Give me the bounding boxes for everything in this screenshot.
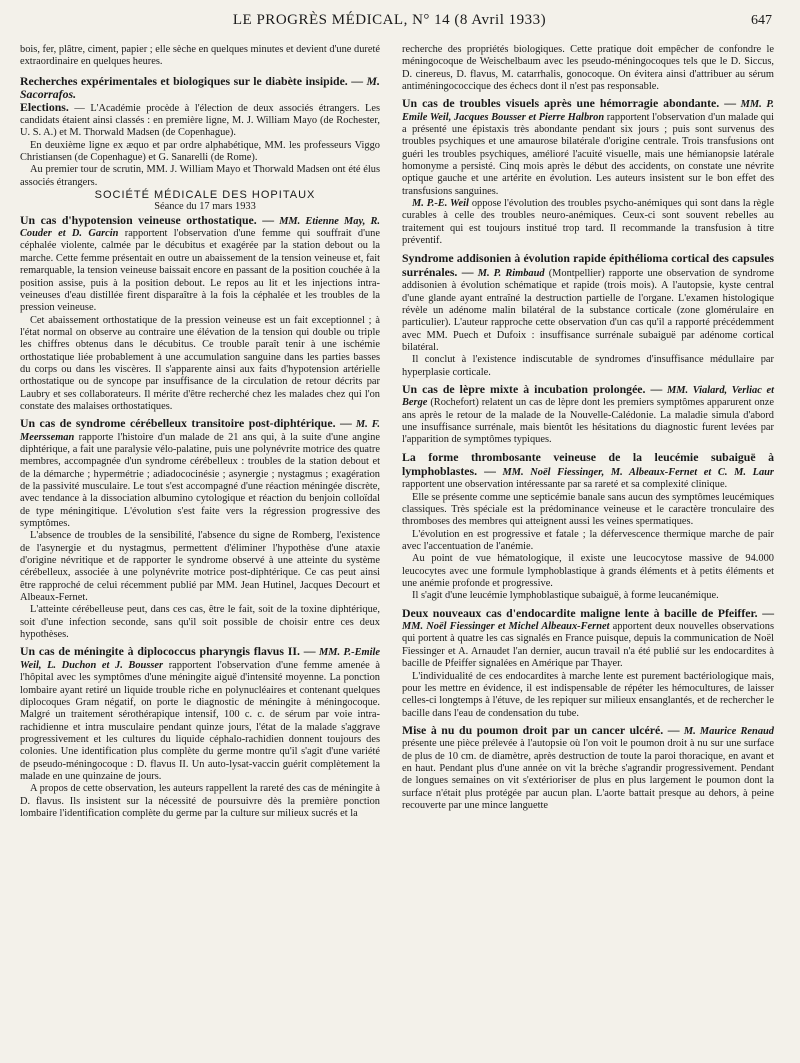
article: Un cas de lèpre mixte à incubation prolongée. — MM. Vialard, Verliac et Berge (Rochefort) relatent un cas de lèpre dont les premiers symptômes apparurent onze ans après le retour de la malade de la Nouvelle-Calédonie. La maladie simula d'abord une insuffisance surrénale, mais bientôt les hésitations du diagnostic furent levées par l'apparition de symptômes typiques.: [402, 381, 774, 446]
paragraph: M. P.-E. Weil oppose l'évolution des troubles psycho-anémiques qui sont dans la règle curables à celle des troubles neuro-anémiques. Ceux-ci sont souvent rebelles au traitement qui est toujours institué trop tard. Il recommande la transfusion à titre préventif.: [402, 198, 774, 247]
paragraph: Il conclut à l'existence indiscutable de syndromes d'insuffisance médullaire par hyperplasie corticale.: [402, 354, 774, 378]
paragraph: L'évolution en est progressive et fatale ; la défervescence thermique marche de pair avec l'accentuation de l'anémie.: [402, 528, 774, 553]
paragraph: Elections. — L'Académie procède à l'élection de deux associés étrangers. Les candidats étaient ainsi classés : en première ligne, M. J. William Mayo (de Rochester, U. S. A.) et M. Thorwald Madsen (de Copenhague).: [20, 99, 380, 139]
article: Deux nouveaux cas d'endocardite maligne lente à bacille de Pfeiffer. — MM. Noël Fiessinger et Michel Albeaux-Fernet apportent deux nouvelles observations qui portent à quatre les cas signalés en France puisque, depuis la communication de Noël Fiessinger et A. Arnaudet l'an dernier, aucun travail n'a été publié sur les endocardites à bacille de Pfeiffer signalées en Amérique par Thayer.: [402, 605, 774, 670]
paragraph: Au premier tour de scrutin, MM. J. William Mayo et Thorwald Madsen ont été élus associés étrangers.: [20, 164, 380, 188]
paragraph: En deuxième ligne ex æquo et par ordre alphabétique, MM. les professeurs Viggo Christiansen (de Copenhague) et G. Sanarelli (de Rome).: [20, 139, 380, 164]
paragraph: Il s'agit d'une leucémie lymphoblastique subaiguë, à forme leucanémique.: [412, 590, 719, 602]
paragraph: L'absence de troubles de la sensibilité, l'absence du signe de Romberg, l'existence de l'asynergie et du nystagmus, permettent d'éliminer l'hypothèse d'une ataxie d'origine névritique et de rapporter le syndrome observé à une atteinte du système cérébelleux, associée à une polynévrite motrice post-diphtérique. Ce cas peut ainsi être rapproché de celui récemment publié par MM. Jean Hutinel, Jacques Decourt et Albeaux-Fernet.: [20, 530, 380, 604]
paragraph: A propos de cette observation, les auteurs rappellent la rareté des cas de méningite à D. flavus. Ils insistent sur la nécessité de poursuivre dès la première ponction lombaire l'identification complète du germe par la culture sur milieux sucrés et la: [20, 783, 380, 819]
journal-title: LE PROGRÈS MÉDICAL, N° 14 (8 Avril 1933): [232, 12, 547, 28]
paragraph: L'individualité de ces endocardites à marche lente est purement bactériologique mais, pour les mettre en évidence, il est indispensable de répéter les hémocultures, de laisser celles-ci longtemps à l'étuve, de les repiquer sur milieux ensanglantés, et de rechercher le bacille dans l'eau de condensation du tube.: [402, 670, 774, 719]
article-heading: Recherches expérimentales et biologiques sur le diabète insipide. — M. Sacorrafos.: [20, 73, 380, 101]
article: Un cas d'hypotension veineuse orthostatique. — MM. Etienne May, R. Couder et D. Garcin rapportent l'observation d'une femme qui souffrait d'une céphalée violente, calmée par le décubitus et exagérée par la station debout ou la marche. Cette femme présentait en outre un abaissement de la tension veineuse et, fait remarquable, la tension veineuse baissait encore en passant de la position couchée à la position assise, puis à la position debout. Le repos au lit et les injections intra-veineuses d'eau distillée firent disparaître à la fois la céphalée et les troubles de la pression veineuse.: [20, 212, 381, 314]
paragraph: L'atteinte cérébelleuse peut, dans ces cas, être le fait, soit de la toxine diphtérique, soit d'une infection seconde, sans qu'il soit possible de choisir entre ces deux hypothèses.: [20, 604, 380, 641]
article: La forme thrombosante veineuse de la leucémie subaiguë à lymphoblastes. — MM. Noël Fiessinger, M. Albeaux-Fernet et C. M. Laur rapportent une observation intéressante par sa rareté et sa complexité clinique.: [402, 449, 774, 491]
session-date: Séance du 17 mars 1933: [154, 201, 256, 213]
paragraph: Elle se présente comme une septicémie banale sans aucun des symptômes leucémiques classiques. Très spéciale est la prédominance veineuse et le caractère tronculaire des thromboses des membres qui atteignent aussi les veines spermatiques.: [402, 491, 774, 528]
article: Un cas de syndrome cérébelleux transitoire post-diphtérique. — M. F. Meersseman rapporte l'histoire d'un malade de 21 ans qui, à la suite d'une angine diphtérique, a fait une paralysie vélo-palatine, puis une polynévrite motrice des quatre membres, accompagnée d'un syndrome cérébelleux : troubles de la station debout et de la démarche ; hypermétrie ; adiadococinésie ; asynergie ; nystagmus ; exagération de la passivité musculaire. Le tout s'est accompagné d'une réaction méningée discrète, avec tendance à la dissociation albumino cytologique et réaction du benjoin colloïdal de type méningitique. L'évolution s'est faite vers la régression progressive des symptômes.: [20, 416, 380, 530]
section-title: SOCIÉTÉ MÉDICALE DES HOPITAUX: [94, 189, 316, 202]
left-column: [20, 44, 380, 820]
paragraph: bois, fer, plâtre, ciment, papier ; elle sèche en quelques minutes et devient d'une dureté extraordinaire en quelques heures.: [20, 44, 380, 68]
page-number: 647: [751, 13, 772, 28]
page-header: [28, 12, 772, 34]
paragraph: Cet abaissement orthostatique de la pression veineuse est un fait exceptionnel ; à l'état normal on observe au contraire une élévation de la tension qui double ou triple les chiffres obtenus dans le décubitus. Ce trouble paraît tenir à une ischémie orthostatique liée probablement à une accumulation sanguine dans les parties basses du corps ou dans les viscères. Il s'apparente ainsi aux faits d'hypotension artérielle orthostatique ou de syncope par insuffisance de la circulation de retour décrits par Laubry et ses collaborateurs. Il mérite d'être recherché chez les malades chez qui l'on constate des malaises orthostatiques.: [20, 314, 380, 412]
article: Syndrome addisonien à évolution rapide épithélioma cortical des capsules surrénales. — M. P. Rimbaud (Montpellier) rapporte une observation de syndrome addisonien à évolution schématique et rapide (trois mois). A l'autopsie, kyste central d'une glande ayant entraîné la destruction partielle de l'organe. L'examen histologique révèle un adénome malin bilatéral de la substance corticale (zone glomérulaire en particulier). L'auteur rapproche cette observation d'un cas qu'il a rapporté précédemment avec MM. Puech et Dufoix : insuffisance surrénale subaiguë par adénome cortical bilatéral.: [402, 250, 774, 353]
right-column: [402, 44, 774, 812]
paragraph: recherche des propriétés biologiques. Cette pratique doit empêcher de confondre le méningocoque de Weischelbaum avec les pseudo-méningocoques tels que le D. Siccus, D. cinereus, D. flavus, M. catarrhalis, gonocoque. On évitera ainsi d'attribuer au sérum antiméningococcique des échecs dont il n'est pas responsable.: [402, 44, 774, 93]
paragraph: Au point de vue hématologique, il existe une leucocytose massive de 94.000 leucocytes avec une formule lymphoblastique à grands éléments et à petits éléments et une anémie profonde et progressive.: [402, 553, 774, 590]
article: Un cas de troubles visuels après une hémorragie abondante. — MM. P. Emile Weil, Jacques Bousser et Pierre Halbron rapportent l'observation d'un malade qui a présenté une épistaxis très abondante pendant six jours ; puis sont survenus des troubles psychiques et une amaurose bilatérale d'origine centrale. Trois transfusions ont guéri les troubles psychiques, amélioré l'acuité visuelle, mais une hémianopsie latérale homonyme a persisté. Cinq mois après le début des accidents, on constate une névrite optique gauche et une artérite en évolution. Les auteurs insistent sur le bon effet des transfusions sanguines.: [402, 96, 774, 197]
article: Mise à nu du poumon droit par un cancer ulcéré. — M. Maurice Renaud présente une pièce prélevée à l'autopsie où l'on voit le poumon droit à nu sur une surface de plus de 10 cm. de diamètre, après destruction de toute la paroi thoracique, en avant et en haut. Pendant plus d'une année on vit la brèche s'agrandir progressivement. Pendant de longues semaines on vit s'extérioriser de plus en plus largement le poumon dont la surface n'était plus protégée par aucun plan. L'aorte battait presque au dehors, à peine recouverte par une mince languette: [402, 722, 774, 811]
article: Un cas de méningite à diplococcus pharyngis flavus II. — MM. P.-Emile Weil, L. Duchon et J. Bousser rapportent l'observation d'une femme amenée à l'hôpital avec les symptômes d'une méningite aiguë d'intensité moyenne. La ponction lombaire ayant retiré un liquide trouble riche en polynucléaires et contenant quelques diplocoques Gram négatif, on porte le diagnostic de méningite à méningocoque. Malgré un traitement sérothérapique intensif, 100 c. c. de sérum par voie intra-rachidienne et intra musculaire pendant quinze jours, l'état de la malade s'aggrave progressivement et les cultures du liquide céphalo-rachidien donnent toujours des colonies. Une identification plus complète du germe montre qu'il s'agit d'une variété de pseudo-méningocoque : D. flavus II. Un auto-lysat-vaccin guérit complètement la malade en une quinzaine de jours.: [20, 644, 380, 782]
article-heading: Elections.: [20, 99, 69, 114]
